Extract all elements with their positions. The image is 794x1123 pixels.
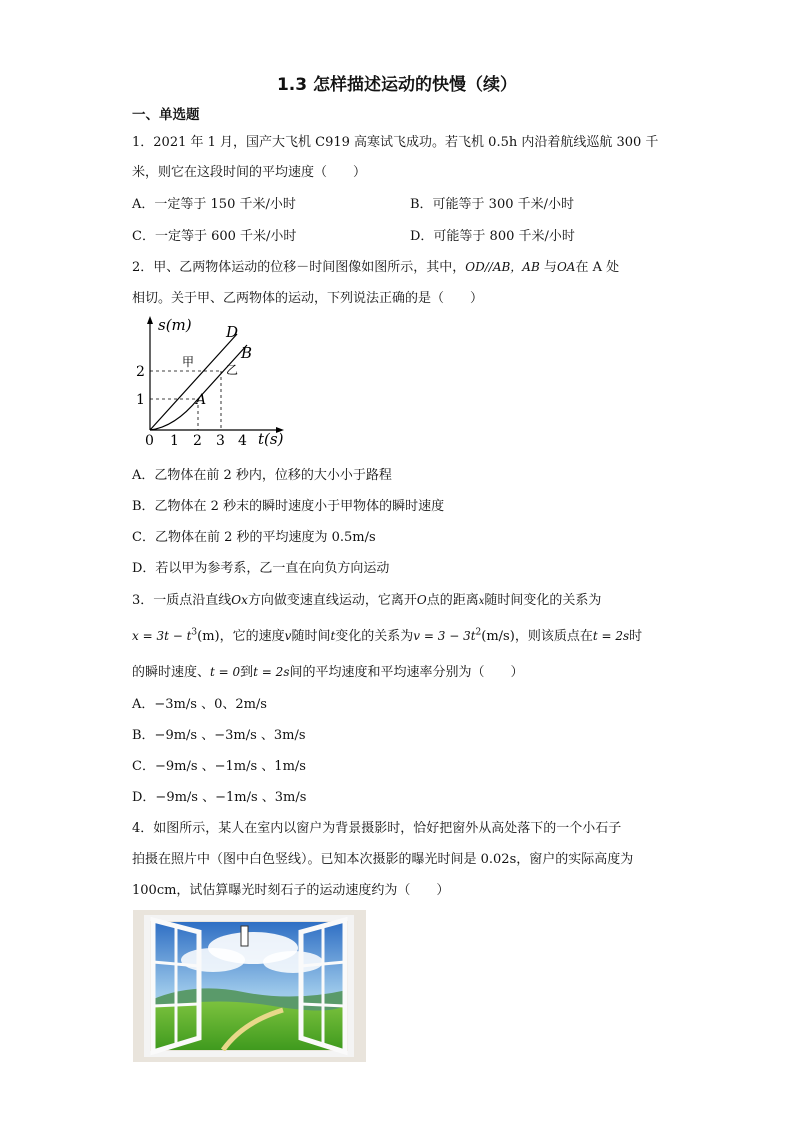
x-tick-3: 3: [216, 433, 225, 449]
q3-option-a: A．−3m/s 、0、2m/s: [132, 697, 267, 712]
q4-line-2: 拍摄在照片中（图中白色竖线）。已知本次摄影的曝光时间是 0.02s，窗户的实际高度为: [132, 852, 634, 867]
q3-line-1: 3．一质点沿直线Ox方向做变速直线运动，它离开O点的距离x随时间变化的关系为: [132, 593, 602, 608]
cloud: [181, 948, 245, 972]
curve-oab-yi: [150, 345, 247, 430]
y-axis-arrow-icon: [147, 316, 153, 324]
q3-option-d: D．−9m/s 、−1m/s 、3m/s: [132, 790, 307, 805]
q1-line-1: 1．2021 年 1 月，国产大飞机 C919 高寒试飞成功。若飞机 0.5h 内沿着航线巡航 300 千: [132, 135, 659, 150]
section-heading: 一、单选题: [132, 107, 200, 123]
q3-option-c: C．−9m/s 、−1m/s 、1m/s: [132, 759, 306, 774]
x-tick-1: 1: [170, 433, 179, 449]
q4-line-1: 4．如图所示，某人在室内以窗户为背景摄影时，恰好把窗外从高处落下的一个小石子: [132, 821, 622, 836]
q3-option-b: B．−9m/s 、−3m/s 、3m/s: [132, 728, 306, 743]
cloud: [263, 951, 323, 973]
q1-option-d: D．可能等于 800 千米/小时: [410, 229, 575, 244]
graph-x-label: t(s): [258, 430, 284, 448]
page-title: 1.3 怎样描述运动的快慢（续）: [276, 75, 518, 95]
q4-line-3: 100cm，试估算曝光时刻石子的运动速度约为（ ）: [132, 883, 450, 898]
x-tick-2: 2: [193, 433, 202, 449]
q1-option-b: B．可能等于 300 千米/小时: [410, 197, 575, 212]
q2-line-1: 2．甲、乙两物体运动的位移－时间图像如图所示，其中，OD//AB，AB 与OA在 A 处: [132, 260, 620, 275]
q1-option-a: A．一定等于 150 千米/小时: [132, 197, 296, 212]
label-b: B: [241, 344, 253, 362]
x-tick-0: 0: [145, 433, 154, 449]
graph-y-label: s(m): [158, 316, 192, 334]
label-d: D: [226, 323, 239, 341]
q1-line-2: 米，则它在这段时间的平均速度（ ）: [132, 165, 367, 180]
q2-option-b: B．乙物体在 2 秒末的瞬时速度小于甲物体的瞬时速度: [132, 499, 445, 514]
y-tick-1: 1: [136, 392, 145, 408]
q2-line-2: 相切。关于甲、乙两物体的运动，下列说法正确的是（ ）: [132, 291, 484, 306]
q2-math-parallel: OD//AB，AB: [465, 260, 540, 274]
q2-option-a: A．乙物体在前 2 秒内，位移的大小小于路程: [132, 468, 392, 483]
falling-stone-streak: [241, 926, 248, 946]
line-od-jia: [150, 334, 237, 430]
q2-position-time-graph: [130, 312, 295, 452]
label-a: A: [196, 392, 207, 408]
x-tick-4: 4: [238, 433, 247, 449]
q2-option-d: D．若以甲为参考系，乙一直在向负方向运动: [132, 561, 390, 576]
q3-line-2: $x = 3t - t^3(m)$，它的速度v随时间t变化的关系为$v = 3 - 3t^2(m/s)$，则该质点在t = 2s时: [132, 627, 643, 644]
q4-window-photo: [133, 910, 366, 1062]
q3-line-3: 的瞬时速度、t = 0到t = 2s间的平均速度和平均速率分别为（ ）: [132, 665, 524, 680]
q2-option-c: C．乙物体在前 2 秒的平均速度为 0.5m/s: [132, 530, 376, 545]
y-tick-2: 2: [136, 364, 145, 380]
label-jia: 甲: [182, 355, 195, 369]
label-yi: 乙: [226, 363, 239, 377]
q1-option-c: C．一定等于 600 千米/小时: [132, 229, 297, 244]
